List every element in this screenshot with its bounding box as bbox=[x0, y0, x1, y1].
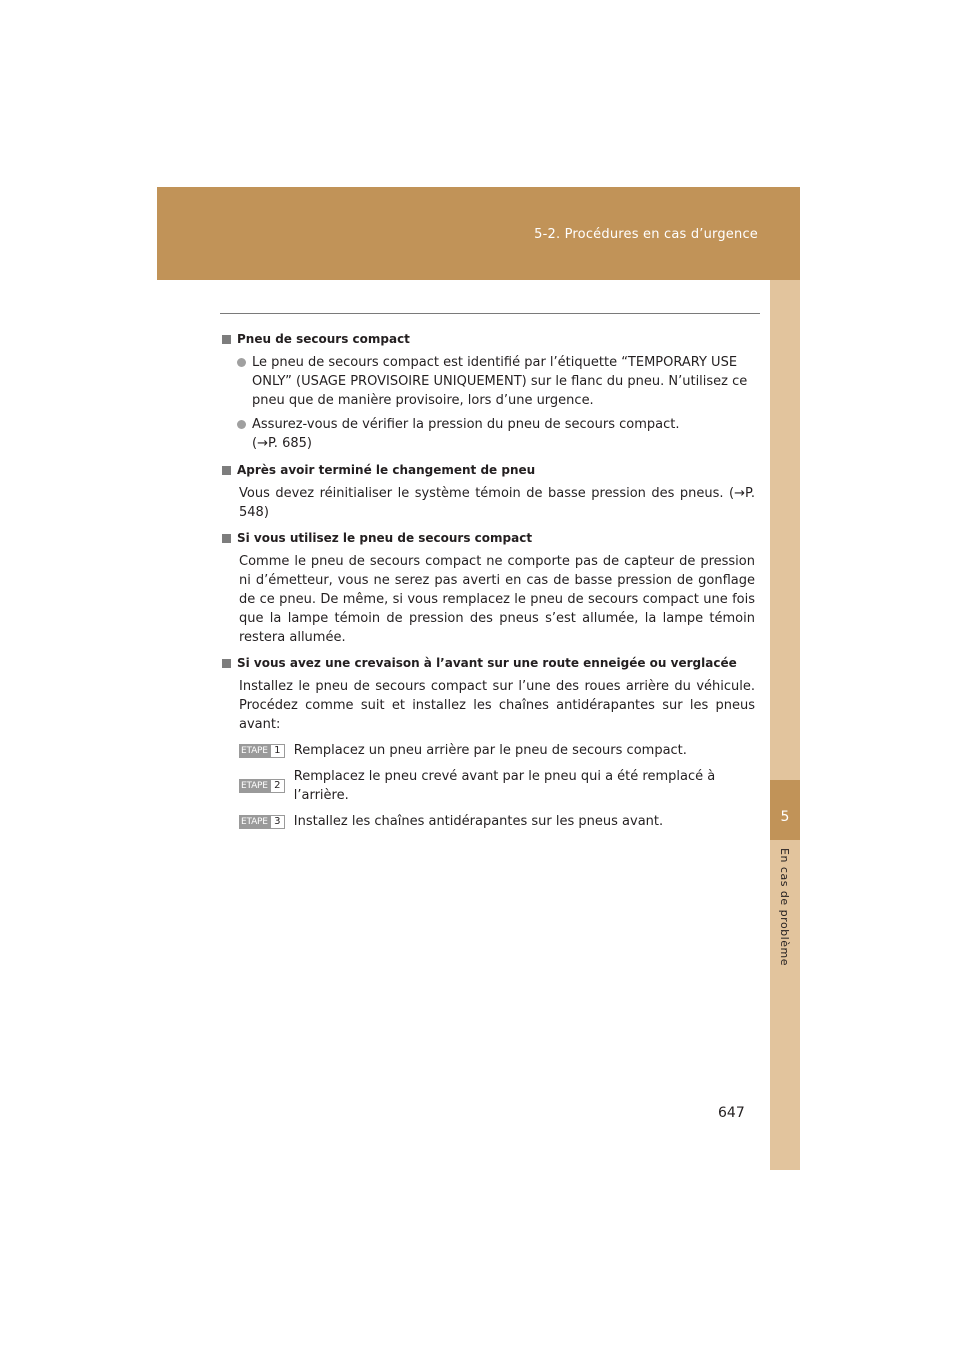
step-label: ETAPE bbox=[241, 816, 268, 827]
page-content bbox=[222, 330, 755, 838]
heading-text: Pneu de secours compact bbox=[237, 332, 410, 346]
step-text: Remplacez le pneu crevé avant par le pneu qui a été remplacé à l’arrière. bbox=[293, 769, 716, 803]
step-list bbox=[222, 741, 755, 831]
paragraph: Comme le pneu de secours compact ne comporte pas de capteur de pression ni d’émetteur, vous ne serez pas averti en cas de basse pression de gonflage de ce pneu. De même, si vous remplacez le pneu de secours compact une fois que la lampe témoin de pression des pneus s’est allumée, la lampe témoin restera allumée. bbox=[239, 554, 755, 645]
step-badge bbox=[239, 815, 285, 829]
step-badge bbox=[239, 744, 285, 758]
step-item bbox=[239, 767, 755, 805]
page-number: 647 bbox=[718, 1105, 745, 1121]
bullet-text: Le pneu de secours compact est identifié par l’étiquette “TEMPORARY USE ONLY” (USAGE PROVISOIRE UNIQUEMENT) sur le flanc du pneu. N’utilisez ce pneu que de manière provisoire, lors d’une urgence. bbox=[252, 355, 748, 408]
paragraph: Vous devez réinitialiser le système témoin de basse pression des pneus. (→P. 548) bbox=[239, 486, 755, 520]
step-badge bbox=[239, 779, 285, 793]
chapter-number: 5 bbox=[780, 809, 790, 825]
square-bullet-icon bbox=[222, 466, 231, 475]
step-number: 3 bbox=[270, 815, 285, 829]
page-reference[interactable]: P. 548 bbox=[239, 486, 755, 520]
step-item bbox=[239, 741, 755, 760]
square-bullet-icon bbox=[222, 659, 231, 668]
bullet-text: Assurez-vous de vérifier la pression du pneu de secours compact. bbox=[252, 417, 680, 432]
heading-text: Après avoir terminé le changement de pneu bbox=[237, 463, 536, 477]
paragraph-text: Vous devez réinitialiser le système témoin de basse pression des pneus. bbox=[239, 486, 724, 501]
step-item bbox=[239, 812, 755, 831]
section-heading bbox=[222, 461, 755, 480]
section-heading bbox=[222, 529, 755, 548]
divider bbox=[220, 313, 760, 314]
header-band bbox=[157, 187, 800, 280]
square-bullet-icon bbox=[222, 534, 231, 543]
step-text: Remplacez un pneu arrière par le pneu de secours compact. bbox=[293, 743, 687, 758]
step-text: Installez les chaînes antidérapantes sur les pneus avant. bbox=[293, 814, 664, 829]
section-title: 5-2. Procédures en cas d’urgence bbox=[534, 227, 758, 242]
chapter-title: En cas de problème bbox=[778, 848, 791, 966]
side-strip bbox=[770, 280, 800, 1170]
page-reference[interactable]: P. 685 bbox=[267, 436, 307, 451]
step-label: ETAPE bbox=[241, 745, 268, 756]
section-heading bbox=[222, 330, 755, 349]
step-label: ETAPE bbox=[241, 781, 268, 791]
arrow-right-icon: → bbox=[257, 436, 268, 451]
round-bullet-icon bbox=[237, 420, 246, 429]
round-bullet-icon bbox=[237, 358, 246, 367]
square-bullet-icon bbox=[222, 335, 231, 344]
bullet-item bbox=[222, 353, 755, 410]
arrow-right-icon: → bbox=[734, 486, 746, 501]
heading-text: Si vous avez une crevaison à l’avant sur une route enneigée ou verglacée bbox=[237, 656, 737, 670]
step-number: 2 bbox=[270, 779, 285, 793]
step-number: 1 bbox=[270, 744, 285, 758]
section-heading bbox=[222, 654, 755, 673]
bullet-item: Assurez-vous de vérifier la pression du pneu de secours compact. (→P. 685) bbox=[222, 415, 755, 453]
heading-text: Si vous utilisez le pneu de secours compact bbox=[237, 531, 533, 545]
paragraph: Installez le pneu de secours compact sur l’une des roues arrière du véhicule. Procédez comme suit et installez les chaînes antidérapantes sur les pneus avant: bbox=[239, 679, 755, 732]
